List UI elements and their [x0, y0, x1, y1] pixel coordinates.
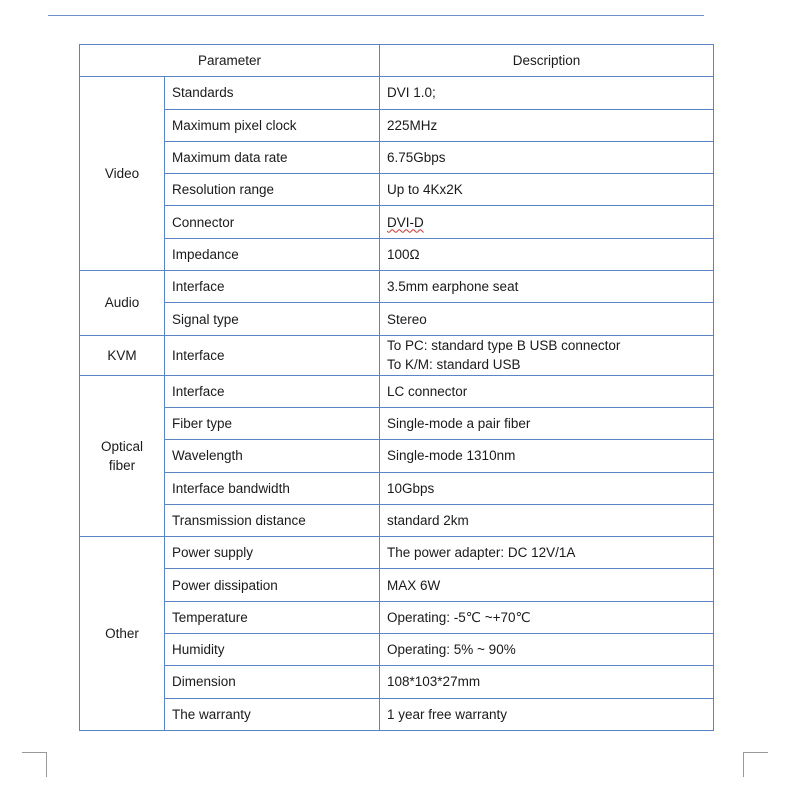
- spec-table: [79, 44, 714, 731]
- table-row: [80, 335, 714, 375]
- desc-cell: Stereo: [380, 303, 714, 335]
- param-cell: Interface: [165, 375, 380, 407]
- table-row: [80, 109, 714, 141]
- desc-cell: The power adapter: DC 12V/1A: [380, 537, 714, 569]
- desc-cell: Operating: -5℃ ~+70℃: [380, 601, 714, 633]
- header-description: Description: [380, 45, 714, 77]
- desc-cell: Up to 4Kx2K: [380, 174, 714, 206]
- table-row: [80, 634, 714, 666]
- table-row: [80, 141, 714, 173]
- param-cell: Maximum pixel clock: [165, 109, 380, 141]
- table-row: [80, 472, 714, 504]
- group-label-line: fiber: [108, 457, 136, 473]
- table-row: [80, 271, 714, 303]
- table-row: [80, 375, 714, 407]
- table-row: [80, 77, 714, 109]
- param-cell: Power dissipation: [165, 569, 380, 601]
- param-cell: Temperature: [165, 601, 380, 633]
- group-audio: Audio: [80, 271, 165, 336]
- param-cell: Interface: [165, 271, 380, 303]
- group-kvm: KVM: [80, 335, 165, 375]
- desc-cell: [380, 206, 714, 238]
- desc-cell: 225MHz: [380, 109, 714, 141]
- desc-cell: 1 year free warranty: [380, 698, 714, 730]
- param-cell: Connector: [165, 206, 380, 238]
- param-cell: Interface: [165, 335, 380, 375]
- table-row: [80, 537, 714, 569]
- table-row: [80, 303, 714, 335]
- group-other: Other: [80, 537, 165, 731]
- table-row: [80, 238, 714, 270]
- table-row: [80, 174, 714, 206]
- table-row: [80, 206, 714, 238]
- header-rule: [48, 15, 704, 16]
- page-corner-mark-left: [22, 752, 47, 777]
- desc-cell: Operating: 5% ~ 90%: [380, 634, 714, 666]
- table-row: [80, 440, 714, 472]
- param-cell: Transmission distance: [165, 504, 380, 536]
- desc-line: To PC: standard type B USB connector: [387, 338, 621, 354]
- group-label-line: Optical: [100, 438, 144, 454]
- param-cell: Maximum data rate: [165, 141, 380, 173]
- param-cell: Standards: [165, 77, 380, 109]
- param-cell: Impedance: [165, 238, 380, 270]
- desc-cell: [380, 335, 714, 375]
- param-cell: Dimension: [165, 666, 380, 698]
- desc-cell: 3.5mm earphone seat: [380, 271, 714, 303]
- header-parameter: Parameter: [80, 45, 380, 77]
- param-cell: Wavelength: [165, 440, 380, 472]
- table-row: [80, 407, 714, 439]
- table-row: [80, 569, 714, 601]
- spellcheck-text: DVI-D: [387, 214, 424, 230]
- page-corner-mark-right: [743, 752, 768, 777]
- desc-cell: LC connector: [380, 375, 714, 407]
- group-optical-fiber: [80, 375, 165, 536]
- param-cell: Fiber type: [165, 407, 380, 439]
- desc-cell: 108*103*27mm: [380, 666, 714, 698]
- desc-cell: 10Gbps: [380, 472, 714, 504]
- param-cell: Interface bandwidth: [165, 472, 380, 504]
- param-cell: Resolution range: [165, 174, 380, 206]
- table-row: [80, 504, 714, 536]
- desc-cell: Single-mode a pair fiber: [380, 407, 714, 439]
- desc-line: To K/M: standard USB: [387, 357, 521, 373]
- group-video: Video: [80, 77, 165, 271]
- desc-cell: MAX 6W: [380, 569, 714, 601]
- desc-cell: 100Ω: [380, 238, 714, 270]
- table-row: [80, 666, 714, 698]
- param-cell: The warranty: [165, 698, 380, 730]
- param-cell: Humidity: [165, 634, 380, 666]
- desc-cell: Single-mode 1310nm: [380, 440, 714, 472]
- table-header-row: [80, 45, 714, 77]
- desc-cell: DVI 1.0;: [380, 77, 714, 109]
- table-row: [80, 698, 714, 730]
- param-cell: Power supply: [165, 537, 380, 569]
- desc-cell: 6.75Gbps: [380, 141, 714, 173]
- param-cell: Signal type: [165, 303, 380, 335]
- desc-cell: standard 2km: [380, 504, 714, 536]
- table-row: [80, 601, 714, 633]
